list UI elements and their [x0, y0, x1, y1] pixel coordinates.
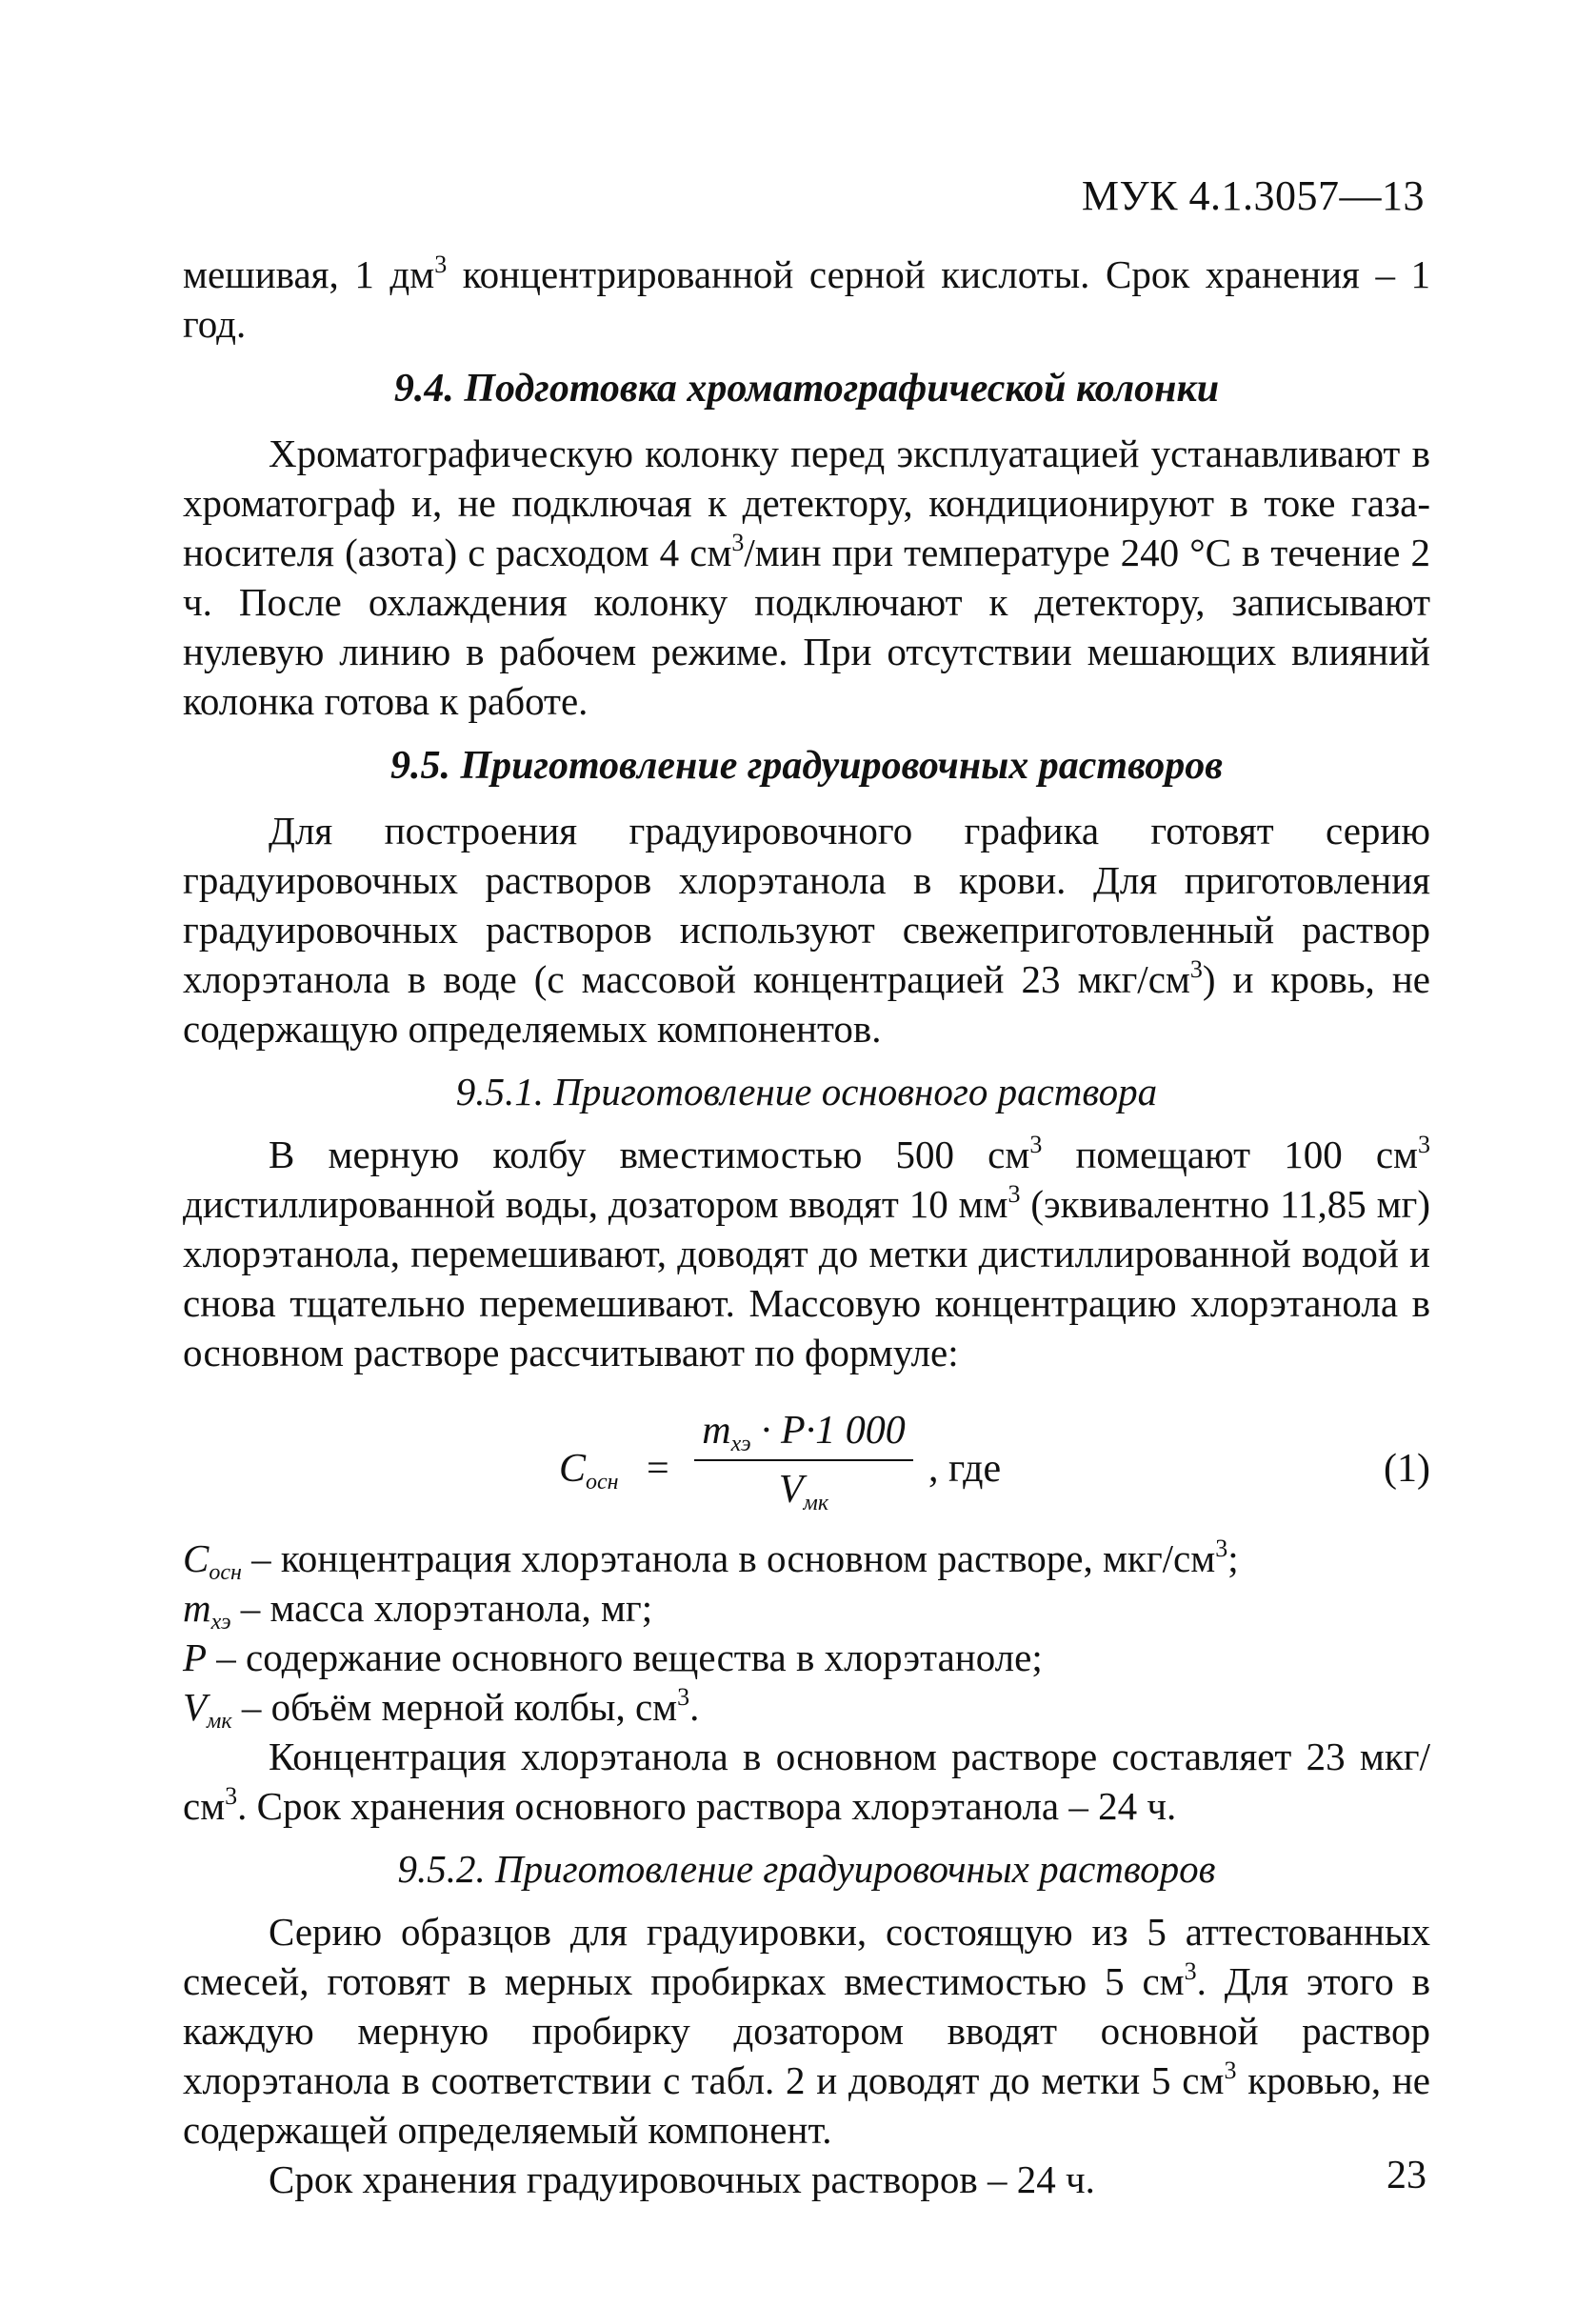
- intro-paragraph: мешивая, 1 $дм^3$ концентрированной серной кислоты. Срок хранения – 1 год.: [183, 251, 1431, 346]
- section-9-5-1-title: 9.5.1. Приготовление основного раствора: [455, 1070, 1158, 1113]
- section-9-5-2-title: 9.5.2. Приготовление градуировочных растворов: [397, 1847, 1216, 1891]
- page-content: [183, 250, 1430, 2204]
- concentration-paragraph: Концентрация хлорэтанола в основном растворе составляет 23 мкг/$см^3$. Срок хранения основного раствора хлорэтанола – 24 ч.: [183, 1735, 1430, 1828]
- definition-c-osn: $C_{осн}$ – концентрация хлорэтанола в основном растворе, мкг/$см^3$;: [183, 1535, 1239, 1585]
- section-9-4-title: 9.4. Подготовка хроматографической колонки: [393, 367, 1220, 411]
- formula-equals: =: [647, 1447, 669, 1491]
- formula-where: , где: [928, 1447, 1002, 1491]
- formula-fraction: [694, 1406, 913, 1515]
- storage-paragraph: Срок хранения градуировочных растворов – 24 ч.: [269, 2157, 1095, 2201]
- formula-lhs: $C_{осн}$: [559, 1447, 619, 1495]
- section-9-5-paragraph: Для построения градуировочного графика готовят серию градуировочных растворов хлорэтанола в крови. Для приготовления градуировочных растворов используют свежеприготовленный раствор хлорэтанола в воде (с массовой концентрацией 23 мкг/$см^3$) и кровь, не содержащую определяемых компонентов.: [183, 809, 1430, 1051]
- definition-p: P – содержание основного вещества в хлорэтаноле;: [183, 1635, 1043, 1679]
- section-9-5-title: 9.5. Приготовление градуировочных растворов: [389, 744, 1224, 788]
- formula-1: [183, 1387, 1430, 1530]
- definition-v-mk: $V_{мк}$ – объём мерной колбы, $см^3$.: [183, 1683, 700, 1734]
- definition-m-he: $m_{хэ}$ – масса хлорэтанола, мг;: [183, 1586, 653, 1635]
- fraction-bar: [694, 1459, 913, 1461]
- section-9-4-paragraph: Хроматографическую колонку перед эксплуатацией устанавливают в хроматограф и, не подключая к детектору, кондиционируют в токе газа-носителя (азота) с расходом 4 $см^3$/мин при температуре 240 °С в течение 2 ч. После охлаждения колонку подключают к детектору, записывают нулевую линию в рабочем режиме. При отсутствии мешающих влияний колонка готова к работе.: [183, 431, 1430, 723]
- formula-denominator: $V_{мк}$: [778, 1468, 829, 1515]
- page-number: 23: [1387, 2154, 1426, 2197]
- section-9-5-1-paragraph: В мерную колбу вместимостью 500 $см^3$ помещают 100 $см^3$ дистиллированной воды, дозатором вводят 10 $мм^3$ (эквивалентно 11,85 мг) хлорэтанола, перемешивают, доводят до метки дистиллированной водой и снова тщательно перемешивают. Массовую концентрацию хлорэтанола в основном растворе рассчитывают по формуле:: [183, 1131, 1430, 1374]
- formula-number: (1): [1384, 1447, 1430, 1491]
- document-code-header: МУК 4.1.3057—13: [1081, 172, 1425, 219]
- section-9-5-2-paragraph: Серию образцов для градуировки, состоящую из 5 аттестованных смесей, готовят в мерных пробирках вместимостью 5 $см^3$. Для этого в каждую мерную пробирку дозатором вводят основной раствор хлорэтанола в соответствии с табл. 2 и доводят до метки 5 $см^3$ кровью, не содержащей определяемый компонент.: [183, 1910, 1431, 2152]
- formula-numerator: $m_{хэ} \cdot P\cdot 1$ 000: [702, 1409, 906, 1456]
